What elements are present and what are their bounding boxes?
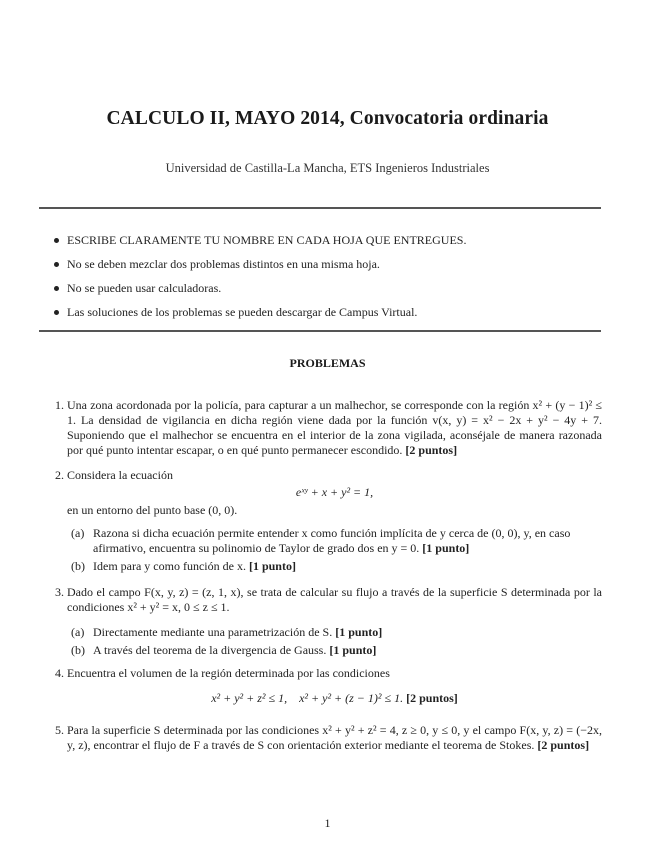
instruction-item: Las soluciones de los problemas se pueden descargar de Campus Virtual. <box>54 304 466 328</box>
divider-top <box>39 207 601 209</box>
page-number: 1 <box>324 816 331 830</box>
bullet-icon <box>54 262 59 267</box>
bullet-icon <box>54 286 59 291</box>
problem-text: Una zona acordonada por la policía, para capturar a un malhechor, se corresponde con la región x² + (y − 1)² ≤ 1. La densidad de vigilancia en dicha región viene dada por la función v(x, y) = x² − 2x + y² − 4y + 7. Suponiendo que el malhechor se encuentra en el interior de la zona vigilada, aconséjale de manera razonada por qué punto intentar escapar, o en qué punto permanecer escondido. <box>67 398 602 457</box>
problem-2 <box>24 468 602 574</box>
subpart-a: (a) Directamente mediante una parametrización de S. [1 punto] <box>71 625 383 639</box>
section-title: PROBLEMAS <box>289 356 366 370</box>
problem-points: [2 puntos] <box>405 443 458 457</box>
problem-equation: eˣʸ + x + y² = 1, <box>295 485 374 499</box>
problem-number: 4. <box>55 666 64 680</box>
problem-4 <box>24 666 602 708</box>
instruction-item: ESCRIBE CLARAMENTE TU NOMBRE EN CADA HOJA QUE ENTREGUES. <box>54 232 466 256</box>
subpart-b: (b) A través del teorema de la divergencia de Gauss. [1 punto] <box>71 643 377 657</box>
problem-number: 1. <box>55 398 64 412</box>
bullet-icon <box>54 238 59 243</box>
instruction-item: No se deben mezclar dos problemas distintos en una misma hoja. <box>54 256 466 280</box>
exam-subtitle: Universidad de Castilla-La Mancha, ETS Ingenieros Industriales <box>165 161 490 175</box>
problem-1 <box>24 398 602 458</box>
bullet-icon <box>54 310 59 315</box>
instructions-list <box>54 232 466 328</box>
problem-number: 5. <box>55 723 64 737</box>
problem-text: Encuentra el volumen de la región determinada por las condiciones <box>67 666 390 680</box>
problem-text: Para la superficie S determinada por las condiciones x² + y² + z² = 4, z ≥ 0, y ≤ 0, y el campo F(x, y, z) = (−2x, y, z), encontrar el flujo de F a través de S con orientación exterior mediante el teorema de Stokes. <box>67 723 602 752</box>
instruction-item: No se pueden usar calculadoras. <box>54 280 466 304</box>
problem-5 <box>24 723 602 753</box>
subpart-b: (b) Idem para y como función de x. [1 punto] <box>71 559 296 573</box>
problem-text: Considera la ecuación <box>67 468 173 482</box>
problem-points: [2 puntos] <box>537 738 590 752</box>
problem-equation: x² + y² + z² ≤ 1, x² + y² + (z − 1)² ≤ 1. [2 puntos] <box>211 691 458 705</box>
subpart-a: (a) Razona si dicha ecuación permite entender x como función implícita de y cerca de (0, 0), y, en caso afirmativo, encuentra su polinomio de Taylor de grado dos en y = 0. [1 punto] <box>71 526 571 555</box>
problem-number: 2. <box>55 468 64 482</box>
problem-text: Dado el campo F(x, y, z) = (z, 1, x), se trata de calcular su flujo a través de la superficie S determinada por la condiciones x² + y² = x, 0 ≤ z ≤ 1. <box>67 585 602 614</box>
exam-title: CALCULO II, MAYO 2014, Convocatoria ordinaria <box>106 108 549 129</box>
problem-number: 3. <box>55 585 64 599</box>
divider-bottom <box>39 330 601 332</box>
problem-text-after: en un entorno del punto base (0, 0). <box>67 503 238 517</box>
problem-3 <box>24 585 602 658</box>
